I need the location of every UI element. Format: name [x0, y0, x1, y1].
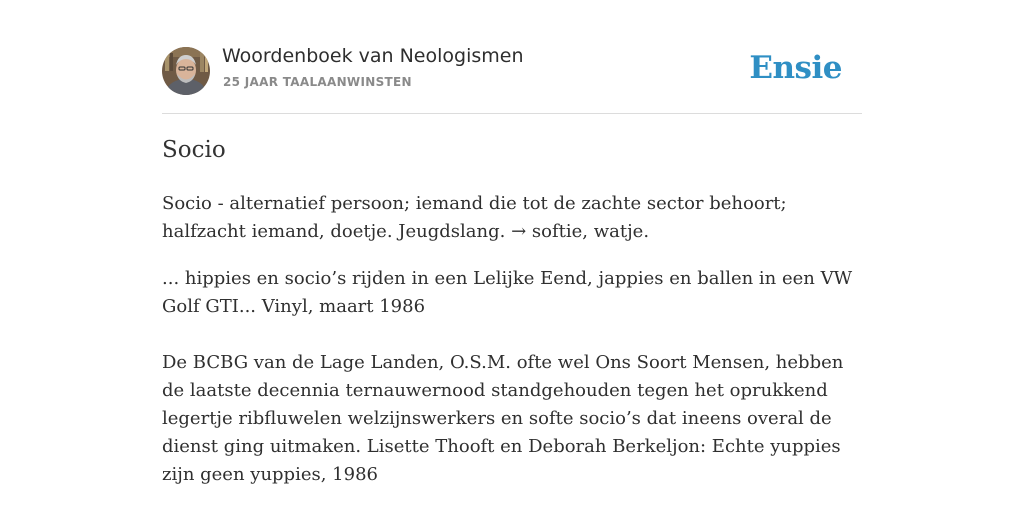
definition-text: Socio - alternatief persoon; iemand die tot de zachte sector behoort; halfzacht iemand, doetje. Jeugdslang. — [162, 193, 787, 242]
author-portrait-avatar-icon — [162, 47, 210, 95]
definition-paragraph — [162, 190, 862, 246]
site-title[interactable]: Woordenboek van Neologismen — [222, 45, 524, 67]
site-header — [162, 0, 862, 114]
arrow-icon: → — [511, 221, 527, 242]
entry-card — [162, 0, 862, 485]
page-title: Socio — [162, 137, 226, 163]
site-subtitle: 25 JAAR TAALAANWINSTEN — [223, 75, 412, 89]
related-terms-links[interactable]: softie, watje. — [526, 221, 650, 242]
avatar[interactable] — [162, 47, 210, 95]
quote-paragraph-2: De BCBG van de Lage Landen, O.S.M. ofte wel Ons Soort Mensen, hebben de laatste decennia ternauwernood standgehouden tegen het oprukkend legertje ribfluwelen welzijnswerkers en softe socio’s dat ineens overal de dienst ging uitmaken. Lisette Thooft en Deborah Berkeljon: Echte yuppies zijn geen yuppies, 1986 — [162, 352, 844, 485]
ensie-logo-link[interactable]: Ensie — [749, 50, 842, 86]
quote-paragraph-1: ... hippies en socio’s rijden in een Lelijke Eend, jappies en ballen in een VW Golf GTI... Vinyl, maart 1986 — [162, 268, 853, 317]
